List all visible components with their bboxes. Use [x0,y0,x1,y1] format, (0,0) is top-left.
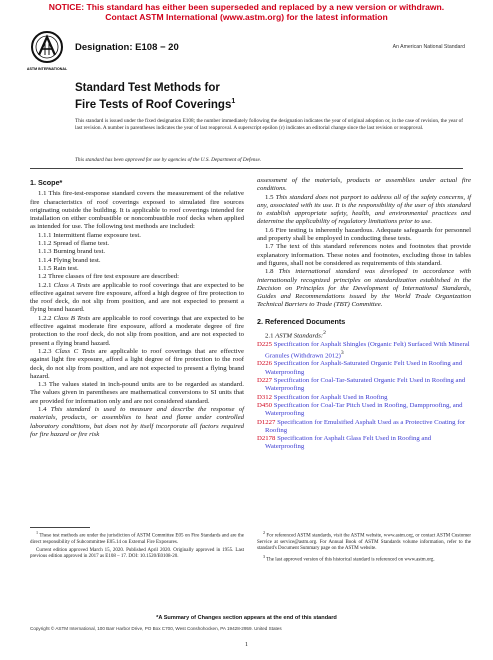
list-item: 1.1.3 Burning brand test. [38,248,106,256]
document-title [75,81,435,112]
list-item: 1.1.4 Flying brand test. [38,256,101,264]
reference-item[interactable]: D226 Specification for Asphalt-Saturated Organic Felt Used in Roofing and Waterproofing [257,360,463,376]
footnote-1: $^1$ These test methods are under the jurisdiction of ASTM Committee E05 on Fire Standards and are the direct responsibility of Subcommittee E05.14 on External Fire Exposures. [30,530,244,545]
referenced-documents-heading: 2. Referenced Documents [257,316,346,326]
logo-text: ASTM INTERNATIONAL [26,67,68,71]
title-line-2: Fire Tests of Roof Coverings$^1$ [75,98,236,111]
summary-of-changes-note: *A Summary of Changes section appears at the end of this standard [156,615,337,621]
footnote-3: $^3$ The last approved version of this historical standard is referenced on www.astm.org. [263,553,435,563]
para-1-4-cont: assessment of the materials, products or assemblies under actual fire conditions. [257,177,471,193]
footnotes-right [257,530,471,565]
footnotes-left [30,530,244,561]
copyright-line: Copyright © ASTM International, 100 Barr Harbor Drive, PO Box C700, West Conshohocken, PA 19428-2959. United States [30,626,282,631]
footnote-1b: Current edition approved March 15, 2020. Published April 2020. Originally approved in 1955. Last previous edition approved in 2017 as E108 – 17. DOI: 10.1520/E0108-20. [30,547,244,559]
para-1-2-3: 1.2.3 Class C Tests are applicable to roof coverings that are effective against light fire exposure, afford a light degree of fire protection to the roof deck, do not slip from position, and are not expected to present a flying brand hazard. [30,347,244,380]
header-divider [30,168,463,169]
designation: Designation: E108 − 20 [75,42,179,53]
page-number: 1 [245,642,248,648]
para-1-8: 1.8 This international standard was developed in accordance with internationally recognized principles on standardization established in the Decision on Principles for the Development of International Standards, Guides and Recommendations issued by the World Trade Organization Technical Barriers to Trade (TBT) Committee. [257,268,471,309]
reference-item[interactable]: D312 Specification for Asphalt Used in Roofing [257,393,388,401]
para-1-1: 1.1 This fire-test-response standard covers the measurement of the relative fire characteristics of roof coverings exposed to simulated fire sources originating outside the building. It is applicable to roof coverings intended for installation on either combustible or noncombustible roof decks when applied as intended for use. The following test methods are included: [30,190,244,231]
notice-line-1: NOTICE: This standard has either been superseded and replaced by a new version or withdrawn. [48,2,445,12]
footnote-2: $^2$ For referenced ASTM standards, visit the ASTM website, www.astm.org, or contact ASTM Customer Service at service@astm.org. For Annual Book of ASTM Standards volume information, refer to the standard's Document Summary page on the ASTM website. [257,530,472,552]
reference-item[interactable]: D450 Specification for Coal-Tar Pitch Used in Roofing, Dampproofing, and Waterproofing [257,401,463,418]
right-column [257,177,471,452]
reference-item[interactable]: D225 Specification for Asphalt Shingles (Organic Felt) Surfaced With Mineral Granules (Withdrawn 2012)$^3$ [257,340,470,360]
reference-item[interactable]: D1227 Specification for Emulsified Asphalt Used as a Protective Coating for Roofing [257,418,466,434]
para-1-2: 1.2 Three classes of fire test exposure are described: [38,273,180,281]
notice-line-2: Contact ASTM International (www.astm.org) for the latest information [105,12,388,22]
para-1-6: 1.6 Fire testing is inherently hazardous. Adequate safeguards for personnel and property shall be employed in conducting these tests. [257,226,471,243]
dod-approval-note: This standard has been approved for use by agencies of the U.S. Department of Defense. [75,157,262,163]
para-1-3: 1.3 The values stated in inch-pound units are to be regarded as standard. The values given in parentheses are mathematical conversions to SI units that are provided for information only and are not considered standard. [30,381,244,405]
reference-item[interactable]: D227 Specification for Coal-Tar-Saturated Organic Felt Used in Roofing and Waterproofing [257,377,466,393]
list-item: 1.1.5 Rain test. [38,264,79,272]
para-1-7: 1.7 The text of this standard references notes and footnotes that provide explanatory information. These notes and footnotes, excluding those in tables and figures, shall not be considered as requirements of this standard. [257,243,471,267]
footnote-rule-left [30,527,90,528]
para-1-2-2: 1.2.2 Class B Tests are applicable to roof coverings that are expected to be effective against moderate fire exposure, afford a moderate degree of fire protection to the roof deck, do not slip from position, and are not expected to present a flying brand hazard. [30,314,244,347]
astm-logo [26,30,68,74]
list-item: 1.1.1 Intermittent flame exposure test. [38,231,141,239]
withdrawal-notice [0,2,493,22]
para-1-5: 1.5 This standard does not purport to address all of the safety concerns, if any, associated with its use. It is the responsibility of the user of this standard to establish appropriate safety, health, and environmental practices and determine the applicability of regulatory limitations prior to use. [257,193,472,226]
title-footnote-mark: 1 [231,98,236,105]
title-line-1: Standard Test Methods for [75,82,220,94]
astm-standards-label: 2.1 ASTM Standards:$^2$ [265,330,326,340]
ans-label: An American National Standard [392,44,465,50]
left-column [30,177,244,439]
list-item: 1.1.2 Spread of flame test. [38,240,110,248]
issuance-note: This standard is issued under the fixed designation E108; the number immediately following the designation indicates the year of original adoption or, in the case of revision, the year of last revision. A number in parentheses indicates the year of last reapproval. A superscript epsilon (ε) indicates an editorial change since the last revision or reapproval. [75,118,464,131]
scope-heading: 1. Scope* [30,178,63,187]
para-1-4: 1.4 This standard is used to measure and describe the response of materials, products, or assemblies to heat and flame under controlled laboratory conditions, but does not by itself incorporate all factors required for fire hazard or fire risk [30,406,244,438]
reference-item[interactable]: D2178 Specification for Asphalt Glass Felt Used in Roofing and Waterproofing [257,435,432,451]
para-1-2-1: 1.2.1 Class A Tests are applicable to roof coverings that are expected to be effective against severe fire exposure, afford a high degree of fire protection to the roof deck, do not slip from position, and are not expected to present a flying brand hazard. [30,281,245,314]
